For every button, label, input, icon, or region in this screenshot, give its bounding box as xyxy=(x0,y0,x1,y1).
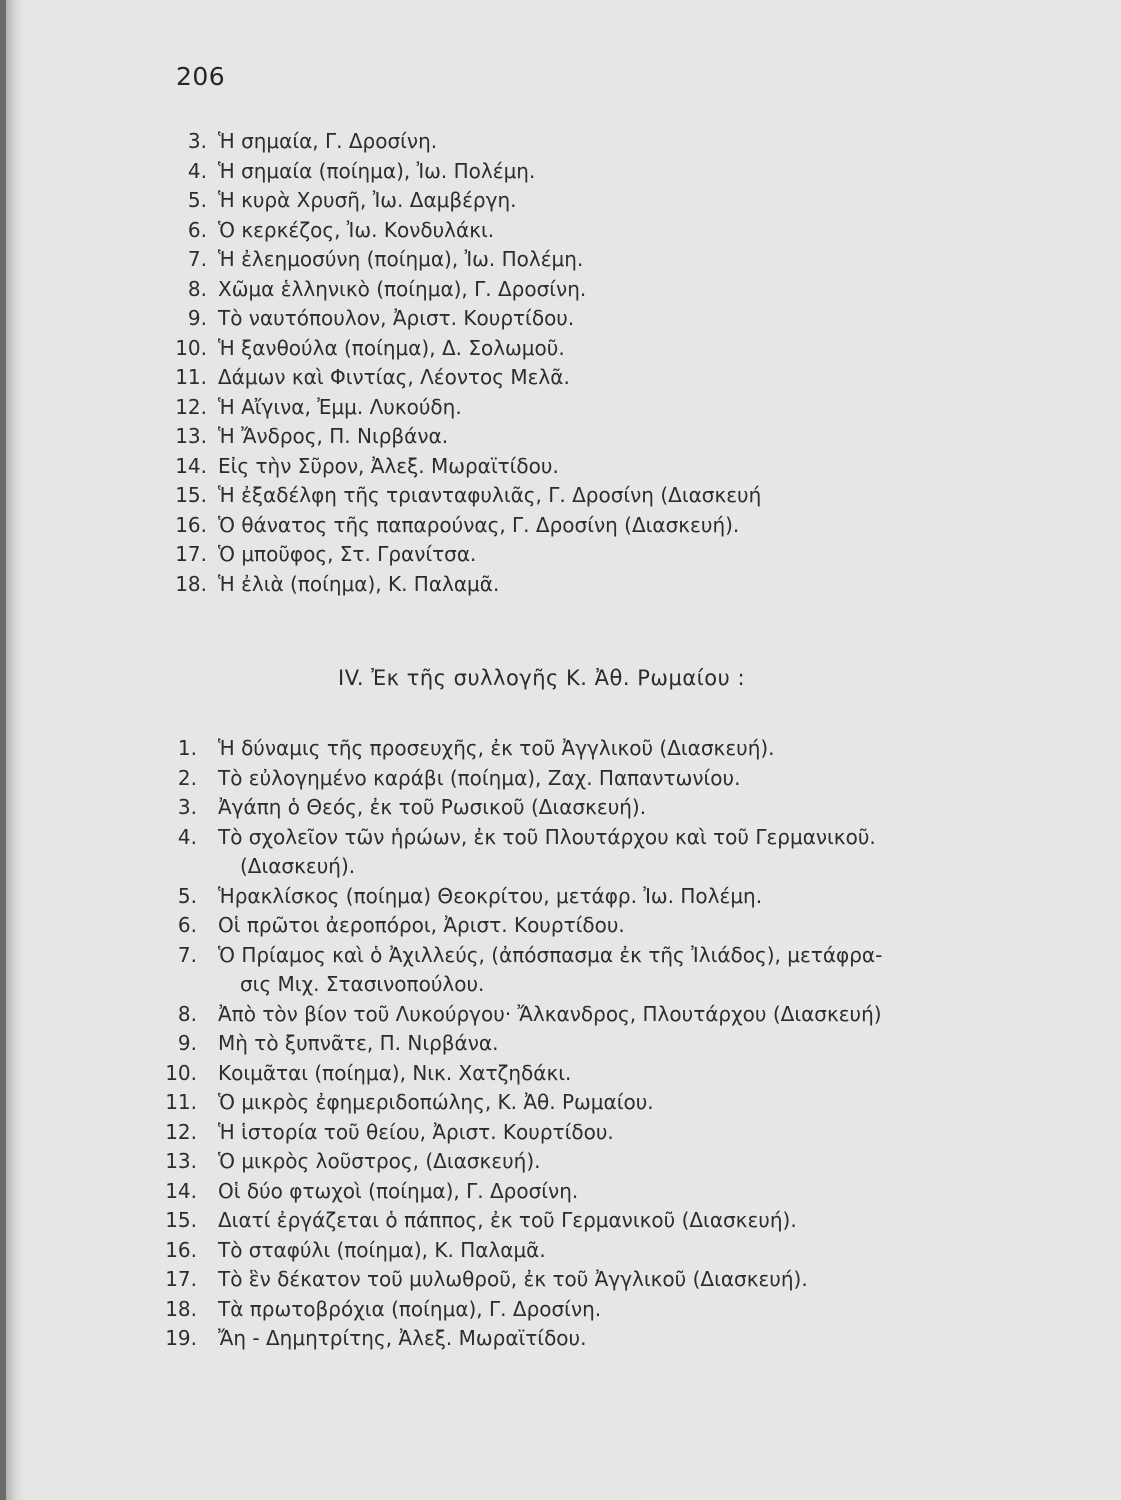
list-item xyxy=(0,334,1121,364)
list-item xyxy=(0,422,1121,452)
item-number: 15. xyxy=(165,1208,197,1232)
list-item xyxy=(0,304,1121,334)
list-item xyxy=(0,734,1121,764)
item-number: 19. xyxy=(165,1326,197,1350)
list-item xyxy=(0,1000,1121,1030)
item-number: 7. xyxy=(187,247,207,271)
item-text: Ἡ ἐξαδέλφη τῆς τριανταφυλιᾶς, Γ. Δροσίνη (Διασκευή xyxy=(218,483,762,507)
item-number: 6. xyxy=(187,217,207,242)
item-text: Ἡρακλίσκος (ποίημα) Θεοκρίτου, μετάφρ. Ἰω. Πολέμη. xyxy=(218,883,763,908)
list-item xyxy=(0,1059,1121,1089)
item-number: 3. xyxy=(177,795,197,819)
item-number: 13. xyxy=(165,1149,197,1173)
item-number: 6. xyxy=(177,913,197,937)
item-text: Οἱ δύο φτωχοὶ (ποίημα), Γ. Δροσίνη. xyxy=(218,1178,579,1203)
item-number: 14. xyxy=(165,1178,197,1203)
list-item xyxy=(0,1295,1121,1325)
list-item xyxy=(0,764,1121,794)
item-number: 8. xyxy=(187,276,207,301)
item-text: Οἱ πρῶτοι ἀεροπόροι, Ἀριστ. Κουρτίδου. xyxy=(218,913,625,937)
item-text: Ἡ ἐλεημοσύνη (ποίημα), Ἰω. Πολέμη. xyxy=(218,247,584,271)
item-text: Τὸ σχολεῖον τῶν ἡρώων, ἐκ τοῦ Πλουτάρχου καὶ τοῦ Γερμανικοῦ. xyxy=(218,824,876,849)
item-text: Ἀγάπη ὁ Θεός, ἐκ τοῦ Ρωσικοῦ (Διασκευή). xyxy=(218,795,647,819)
list-item xyxy=(0,1177,1121,1207)
item-number: 17. xyxy=(165,1267,197,1291)
contents-list-section-3 xyxy=(0,127,1121,599)
contents-list-section-4 xyxy=(0,734,1121,1354)
list-item xyxy=(0,481,1121,511)
item-number: 18. xyxy=(175,571,207,596)
list-item xyxy=(0,540,1121,570)
item-text: Ὁ μποῦφος, Στ. Γρανίτσα. xyxy=(218,542,477,566)
section-heading: IV. Ἐκ τῆς συλλογῆς Κ. Ἀθ. Ρωμαίου : xyxy=(338,666,746,690)
item-number: 5. xyxy=(177,883,197,908)
item-text: Ὁ μικρὸς ἐφημεριδοπώλης, Κ. Ἀθ. Ρωμαίου. xyxy=(218,1090,654,1114)
item-text: Τὸ ναυτόπουλον, Ἀριστ. Κουρτίδου. xyxy=(218,306,575,330)
item-text: Ὁ Πρίαμος καὶ ὁ Ἀχιλλεύς, (ἀπόσπασμα ἐκ τῆς Ἰλιάδος), μετάφρα- xyxy=(218,942,883,967)
item-text: Ἄη - Δημητρίτης, Ἀλεξ. Μωραϊτίδου. xyxy=(218,1326,587,1350)
item-number: 18. xyxy=(165,1296,197,1321)
list-item xyxy=(0,1324,1121,1354)
item-number: 15. xyxy=(175,483,207,507)
list-item xyxy=(0,793,1121,823)
list-item xyxy=(0,186,1121,216)
item-number: 12. xyxy=(175,394,207,419)
item-text: Ἡ ξανθούλα (ποίημα), Δ. Σολωμοῦ. xyxy=(218,335,565,360)
item-number: 13. xyxy=(175,424,207,448)
item-number: 16. xyxy=(175,512,207,537)
item-text: Ὁ θάνατος τῆς παπαρούνας, Γ. Δροσίνη (Διασκευή). xyxy=(218,512,740,537)
item-text: Χῶμα ἑλληνικὸ (ποίημα), Γ. Δροσίνη. xyxy=(218,276,587,301)
list-item xyxy=(0,1088,1121,1118)
item-text: Κοιμᾶται (ποίημα), Νικ. Χατζηδάκι. xyxy=(218,1060,572,1085)
item-text: Τὸ ἓν δέκατον τοῦ μυλωθροῦ, ἐκ τοῦ Ἀγγλικοῦ (Διασκευή). xyxy=(218,1267,808,1291)
list-item xyxy=(0,1265,1121,1295)
item-number: 11. xyxy=(175,365,207,389)
list-item-continuation xyxy=(0,970,1121,1000)
list-item xyxy=(0,511,1121,541)
item-text: Διατί ἐργάζεται ὁ πάππος, ἐκ τοῦ Γερμανικοῦ (Διασκευή). xyxy=(218,1208,797,1232)
list-item xyxy=(0,1029,1121,1059)
item-text: Ὁ κερκέζος, Ἰω. Κονδυλάκι. xyxy=(218,217,495,242)
item-number: 3. xyxy=(187,129,207,153)
list-item xyxy=(0,245,1121,275)
item-text: Τὰ πρωτοβρόχια (ποίημα), Γ. Δροσίνη. xyxy=(218,1296,602,1321)
list-item xyxy=(0,570,1121,600)
item-text: Ἀπὸ τὸν βίον τοῦ Λυκούργου· Ἄλκανδρος, Πλουτάρχου (Διασκευή) xyxy=(218,1001,882,1026)
item-text: Μὴ τὸ ξυπνᾶτε, Π. Νιρβάνα. xyxy=(218,1031,499,1055)
item-number: 11. xyxy=(165,1090,197,1114)
item-text: Δάμων καὶ Φιντίας, Λέοντος Μελᾶ. xyxy=(218,365,570,389)
list-item xyxy=(0,127,1121,157)
item-text-continuation: σις Μιχ. Στασινοπούλου. xyxy=(240,972,485,996)
item-number: 16. xyxy=(165,1237,197,1262)
list-item xyxy=(0,363,1121,393)
item-text: Ἡ δύναμις τῆς προσευχῆς, ἐκ τοῦ Ἀγγλικοῦ (Διασκευή). xyxy=(218,736,775,760)
page-number: 206 xyxy=(176,62,226,91)
list-item xyxy=(0,1206,1121,1236)
item-number: 9. xyxy=(187,306,207,330)
item-number: 4. xyxy=(177,824,197,849)
item-text-continuation: (Διασκευή). xyxy=(240,854,356,878)
item-text: Ἡ σημαία, Γ. Δροσίνη. xyxy=(218,129,438,153)
item-text: Τὸ εὐλογημένο καράβι (ποίημα), Ζαχ. Παπαντωνίου. xyxy=(218,765,741,790)
list-item xyxy=(0,275,1121,305)
item-number: 7. xyxy=(177,942,197,967)
item-number: 1. xyxy=(177,736,197,760)
list-item xyxy=(0,823,1121,853)
item-number: 10. xyxy=(165,1060,197,1085)
list-item xyxy=(0,1147,1121,1177)
list-item xyxy=(0,1118,1121,1148)
item-number: 2. xyxy=(177,765,197,790)
item-text: Ἡ κυρὰ Χρυσῆ, Ἰω. Δαμβέργη. xyxy=(218,188,517,212)
list-item xyxy=(0,393,1121,423)
list-item xyxy=(0,216,1121,246)
item-text: Ἡ Αἴγινα, Ἐμμ. Λυκούδη. xyxy=(218,394,462,419)
item-text: Εἰς τὴν Σῦρον, Ἀλεξ. Μωραϊτίδου. xyxy=(218,453,559,478)
item-number: 17. xyxy=(175,542,207,566)
list-item xyxy=(0,882,1121,912)
list-item xyxy=(0,1236,1121,1266)
item-text: Ἡ Ἄνδρος, Π. Νιρβάνα. xyxy=(218,424,449,448)
item-text: Ἡ σημαία (ποίημα), Ἰω. Πολέμη. xyxy=(218,158,536,183)
item-number: 8. xyxy=(177,1001,197,1026)
list-item xyxy=(0,157,1121,187)
item-number: 12. xyxy=(165,1119,197,1144)
list-item xyxy=(0,452,1121,482)
item-number: 5. xyxy=(187,188,207,212)
list-item xyxy=(0,911,1121,941)
list-item xyxy=(0,941,1121,971)
item-number: 14. xyxy=(175,453,207,478)
item-number: 9. xyxy=(177,1031,197,1055)
list-item-continuation xyxy=(0,852,1121,882)
item-text: Τὸ σταφύλι (ποίημα), Κ. Παλαμᾶ. xyxy=(218,1237,546,1262)
item-number: 4. xyxy=(187,158,207,183)
item-number: 10. xyxy=(175,335,207,360)
item-text: Ἡ ἱστορία τοῦ θείου, Ἀριστ. Κουρτίδου. xyxy=(218,1119,614,1144)
item-text: Ὁ μικρὸς λοῦστρος, (Διασκευή). xyxy=(218,1149,541,1173)
item-text: Ἡ ἐλιὰ (ποίημα), Κ. Παλαμᾶ. xyxy=(218,571,500,596)
